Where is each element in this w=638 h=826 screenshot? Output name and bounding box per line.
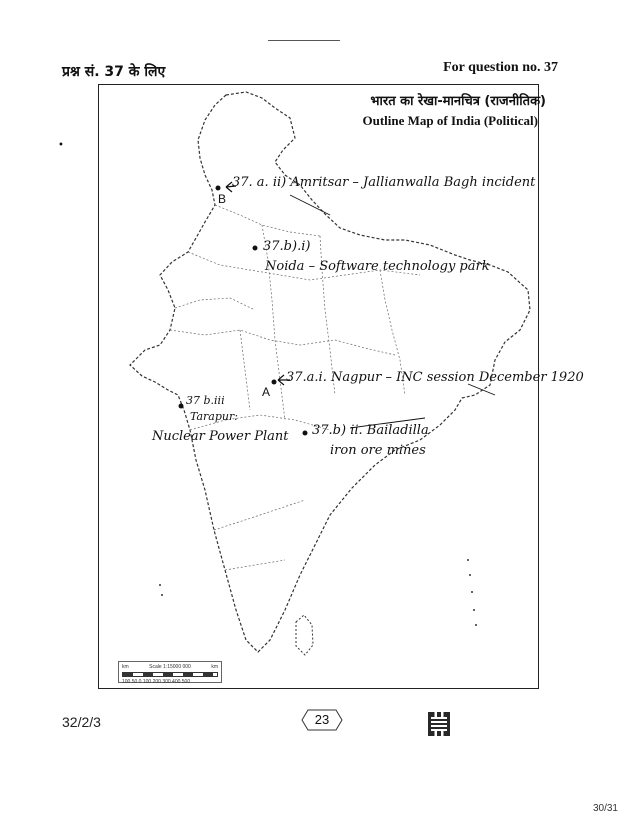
point-b-dot	[216, 186, 221, 191]
scale-km-right: km	[211, 664, 218, 670]
page-count: 30/31	[592, 803, 618, 814]
tarapur-annotation-number: 37 b.iii	[186, 394, 225, 407]
bailadila-annotation-text: iron ore mines	[330, 443, 426, 458]
question-label-english: For question no. 37	[443, 60, 558, 75]
islands-dots	[159, 559, 477, 626]
scale-bar	[122, 672, 218, 677]
bailadila-dot	[303, 431, 308, 436]
noida-annotation-number: 37.b).i)	[263, 239, 311, 254]
point-b-label: B	[218, 192, 227, 206]
map-scale	[118, 661, 222, 683]
nagpur-annotation: 37.a.i. Nagpur – INC session December 1920	[286, 370, 584, 385]
margin-mark: •	[58, 140, 64, 151]
amritsar-pointer	[290, 195, 330, 215]
scale-title: Scale 1:15000 000	[149, 664, 191, 670]
question-label-hindi: प्रश्न सं. 37 के लिए	[62, 64, 166, 80]
bailadila-annotation: 37.b) ii. Bailadilla	[312, 423, 429, 438]
tarapur-annotation-place: Tarapur:	[190, 410, 238, 423]
amritsar-annotation: 37. a. ii) Amritsar – Jallianwalla Bagh incident	[232, 175, 536, 190]
noida-dot	[253, 246, 258, 251]
map-title-english: Outline Map of India (Political)	[362, 113, 538, 128]
paper-code: 32/2/3	[62, 714, 101, 730]
noida-annotation-text: Noida – Software technology park	[265, 259, 490, 274]
map-title-hindi: भारत का रेखा-मानचित्र (राजनीतिक)	[370, 94, 546, 109]
scale-ticks: 100 50 0 100 200 300 400 500	[122, 679, 191, 685]
point-a-label: A	[262, 385, 271, 399]
scale-km-left: km	[122, 664, 129, 670]
qr-code-icon	[428, 712, 450, 736]
page-number-badge	[300, 708, 344, 732]
point-a-dot	[272, 380, 277, 385]
nagpur-pointer	[468, 384, 495, 395]
tarapur-dot	[179, 404, 184, 409]
sri-lanka-outline	[296, 615, 313, 655]
tarapur-annotation-text: Nuclear Power Plant	[152, 429, 289, 444]
page-number: 23	[314, 712, 330, 727]
